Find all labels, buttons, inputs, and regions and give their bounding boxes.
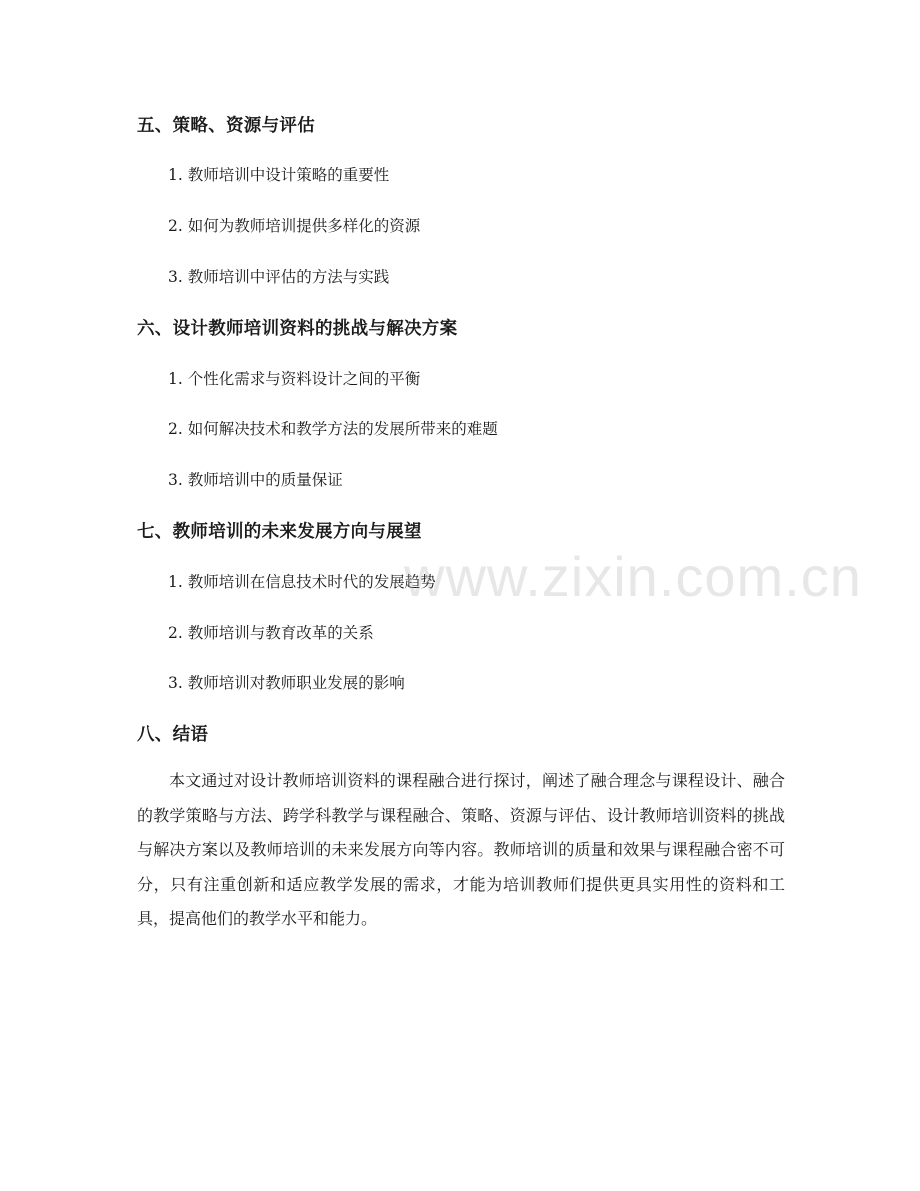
section-5-heading: 五、策略、资源与评估 [137, 116, 315, 136]
section-7-item-1: 1. 教师培训在信息技术时代的发展趋势 [168, 573, 436, 591]
section-5-item-2: 2. 如何为教师培训提供多样化的资源 [168, 217, 421, 235]
section-5-item-1: 1. 教师培训中设计策略的重要性 [168, 166, 390, 184]
section-6-heading: 六、设计教师培训资料的挑战与解决方案 [137, 319, 458, 339]
section-7-heading: 七、教师培训的未来发展方向与展望 [137, 522, 422, 542]
section-8-heading: 八、结语 [137, 725, 209, 745]
section-7-item-2: 2. 教师培训与教育改革的关系 [168, 624, 374, 642]
section-5-item-3: 3. 教师培训中评估的方法与实践 [168, 268, 390, 286]
watermark-text: www.zixin.com.cn [404, 545, 862, 608]
section-6-item-2: 2. 如何解决技术和教学方法的发展所带来的难题 [168, 420, 498, 438]
section-6-item-3: 3. 教师培训中的质量保证 [168, 471, 343, 489]
conclusion-paragraph: 本文通过对设计教师培训资料的课程融合进行探讨，阐述了融合理念与课程设计、融合的教学策略与方法、跨学科教学与课程融合、策略、资源与评估、设计教师培训资料的挑战与解决方案以及教师培训的未来发展方向等内容。教师培训的质量和效果与课程融合密不可分，只有注重创新和适应教学发展的需求，才能为培训教师们提供更具实用性的资料和工具，提高他们的教学水平和能力。 [137, 771, 785, 928]
section-7-item-3: 3. 教师培训对教师职业发展的影响 [168, 674, 405, 692]
section-6-item-1: 1. 个性化需求与资料设计之间的平衡 [168, 370, 421, 388]
